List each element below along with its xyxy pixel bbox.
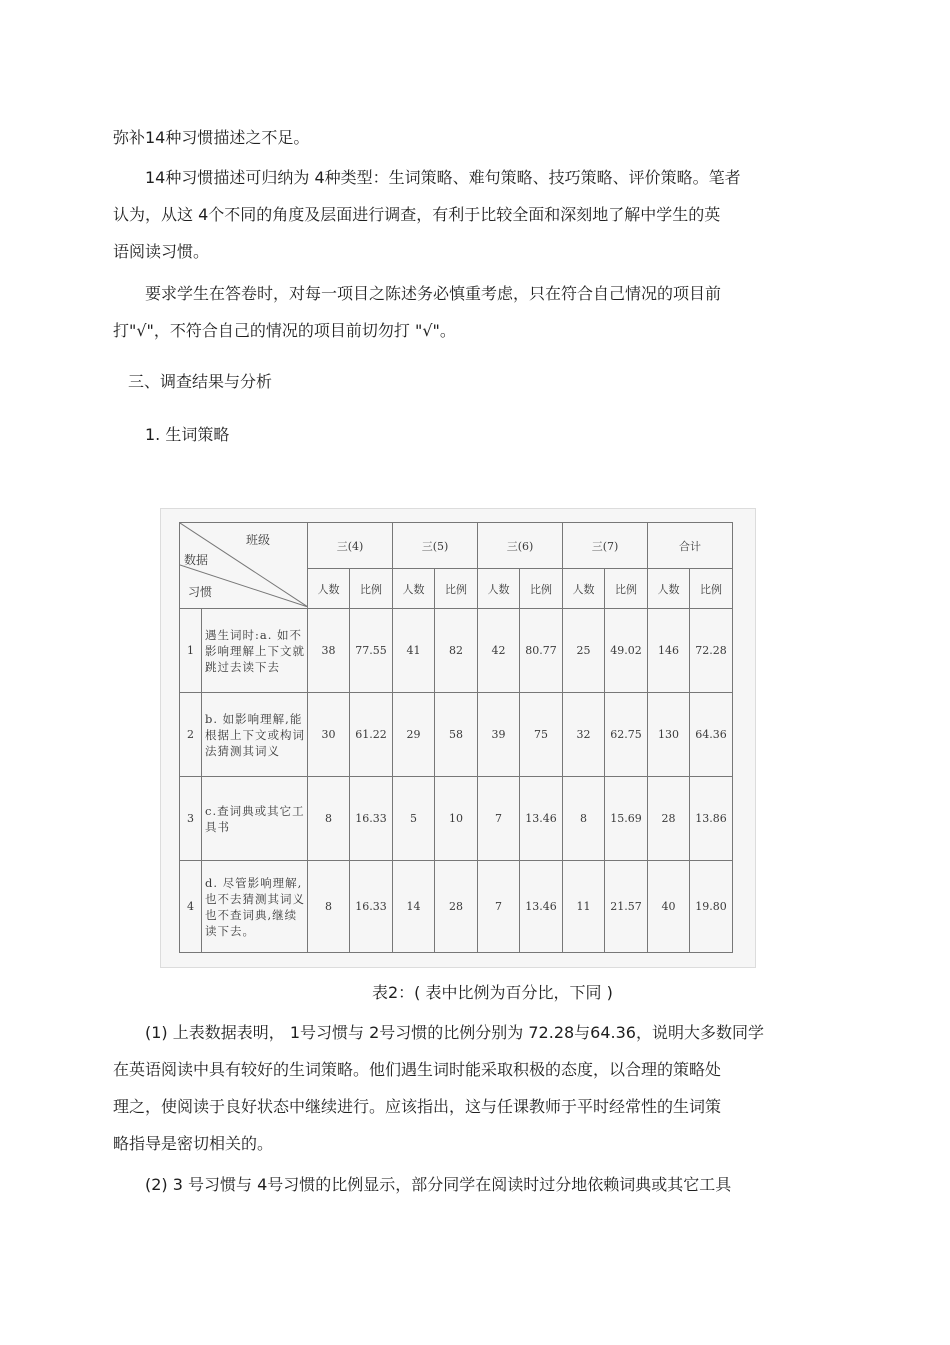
table-figure bbox=[160, 508, 756, 968]
cell-value: 80.77 bbox=[520, 609, 563, 693]
cell-value: 21.57 bbox=[605, 861, 648, 953]
cell-value: 13.86 bbox=[690, 777, 733, 861]
paragraph-line: 弥补14种习惯描述之不足。 bbox=[113, 128, 310, 147]
row-number: 1 bbox=[180, 609, 202, 693]
row-number: 3 bbox=[180, 777, 202, 861]
paragraph-line: (2) 3 号习惯与 4号习惯的比例显示，部分同学在阅读时过分地依赖词典或其它工具 bbox=[145, 1175, 732, 1194]
paragraph-line: 语阅读习惯。 bbox=[113, 242, 210, 261]
row-number: 2 bbox=[180, 693, 202, 777]
cell-value: 40 bbox=[648, 861, 690, 953]
paragraph-line: 要求学生在答卷时，对每一项目之陈述务必慎重考虑，只在符合自己情况的项目前 bbox=[145, 284, 722, 303]
corner-label-habit: 习惯 bbox=[188, 585, 213, 599]
habit-description: d. 尽管影响理解,也不去猜测其词义也不查词典,继续读下去。 bbox=[202, 861, 308, 953]
cell-value: 8 bbox=[308, 861, 350, 953]
subheader-ratio: 比例 bbox=[435, 569, 478, 609]
subheader-count: 人数 bbox=[308, 569, 350, 609]
cell-value: 61.22 bbox=[350, 693, 393, 777]
row-number: 4 bbox=[180, 861, 202, 953]
subheader-count: 人数 bbox=[478, 569, 520, 609]
cell-value: 82 bbox=[435, 609, 478, 693]
group-header: 三(4) bbox=[308, 523, 393, 569]
cell-value: 19.80 bbox=[690, 861, 733, 953]
group-header: 三(6) bbox=[478, 523, 563, 569]
cell-value: 29 bbox=[393, 693, 435, 777]
cell-value: 130 bbox=[648, 693, 690, 777]
cell-value: 32 bbox=[563, 693, 605, 777]
cell-value: 5 bbox=[393, 777, 435, 861]
cell-value: 39 bbox=[478, 693, 520, 777]
cell-value: 62.75 bbox=[605, 693, 648, 777]
paragraph-line: 打"√"，不符合自己的情况的项目前切勿打 "√"。 bbox=[113, 321, 456, 340]
group-header: 合计 bbox=[648, 523, 733, 569]
cell-value: 75 bbox=[520, 693, 563, 777]
subsection-heading: 1. 生词策略 bbox=[145, 425, 230, 444]
table-row bbox=[180, 609, 733, 693]
group-header: 三(5) bbox=[393, 523, 478, 569]
habit-description: b. 如影响理解,能根据上下文或构词法猜测其词义 bbox=[202, 693, 308, 777]
paragraph-line: 认为，从这 4个不同的角度及层面进行调查，有利于比较全面和深刻地了解中学生的英 bbox=[113, 205, 721, 224]
cell-value: 16.33 bbox=[350, 777, 393, 861]
cell-value: 41 bbox=[393, 609, 435, 693]
habit-description: c.查词典或其它工具书 bbox=[202, 777, 308, 861]
cell-value: 10 bbox=[435, 777, 478, 861]
corner-label-class: 班级 bbox=[246, 533, 271, 547]
subheader-count: 人数 bbox=[393, 569, 435, 609]
subheader-ratio: 比例 bbox=[350, 569, 393, 609]
subheader-ratio: 比例 bbox=[690, 569, 733, 609]
cell-value: 13.46 bbox=[520, 861, 563, 953]
cell-value: 15.69 bbox=[605, 777, 648, 861]
cell-value: 7 bbox=[478, 777, 520, 861]
cell-value: 16.33 bbox=[350, 861, 393, 953]
cell-value: 28 bbox=[435, 861, 478, 953]
paragraph-line: (1) 上表数据表明， 1号习惯与 2号习惯的比例分别为 72.28与64.36，说明大多数同学 bbox=[145, 1023, 764, 1042]
cell-value: 38 bbox=[308, 609, 350, 693]
cell-value: 11 bbox=[563, 861, 605, 953]
cell-value: 8 bbox=[563, 777, 605, 861]
subheader-count: 人数 bbox=[648, 569, 690, 609]
table-caption: 表2：( 表中比例为百分比，下同 ) bbox=[372, 983, 613, 1002]
cell-value: 13.46 bbox=[520, 777, 563, 861]
table-corner-header bbox=[180, 523, 308, 609]
cell-value: 58 bbox=[435, 693, 478, 777]
cell-value: 64.36 bbox=[690, 693, 733, 777]
cell-value: 7 bbox=[478, 861, 520, 953]
cell-value: 146 bbox=[648, 609, 690, 693]
subheader-count: 人数 bbox=[563, 569, 605, 609]
table-row bbox=[180, 777, 733, 861]
table-row bbox=[180, 693, 733, 777]
survey-table bbox=[179, 522, 733, 953]
paragraph-line: 理之，使阅读于良好状态中继续进行。应该指出，这与任课教师于平时经常性的生词策 bbox=[113, 1097, 722, 1116]
cell-value: 28 bbox=[648, 777, 690, 861]
paragraph-line: 在英语阅读中具有较好的生词策略。他们遇生词时能采取积极的态度，以合理的策略处 bbox=[113, 1060, 722, 1079]
cell-value: 30 bbox=[308, 693, 350, 777]
section-heading: 三、调查结果与分析 bbox=[128, 372, 273, 391]
corner-label-data: 数据 bbox=[184, 553, 209, 567]
subheader-ratio: 比例 bbox=[605, 569, 648, 609]
cell-value: 14 bbox=[393, 861, 435, 953]
cell-value: 77.55 bbox=[350, 609, 393, 693]
cell-value: 42 bbox=[478, 609, 520, 693]
group-header: 三(7) bbox=[563, 523, 648, 569]
cell-value: 49.02 bbox=[605, 609, 648, 693]
paragraph-line: 略指导是密切相关的。 bbox=[113, 1134, 274, 1153]
cell-value: 25 bbox=[563, 609, 605, 693]
habit-description: 遇生词时:a. 如不影响理解上下文就跳过去读下去 bbox=[202, 609, 308, 693]
subheader-ratio: 比例 bbox=[520, 569, 563, 609]
table-row bbox=[180, 861, 733, 953]
cell-value: 8 bbox=[308, 777, 350, 861]
paragraph-line: 14种习惯描述可归纳为 4种类型：生词策略、难句策略、技巧策略、评价策略。笔者 bbox=[145, 168, 741, 187]
cell-value: 72.28 bbox=[690, 609, 733, 693]
